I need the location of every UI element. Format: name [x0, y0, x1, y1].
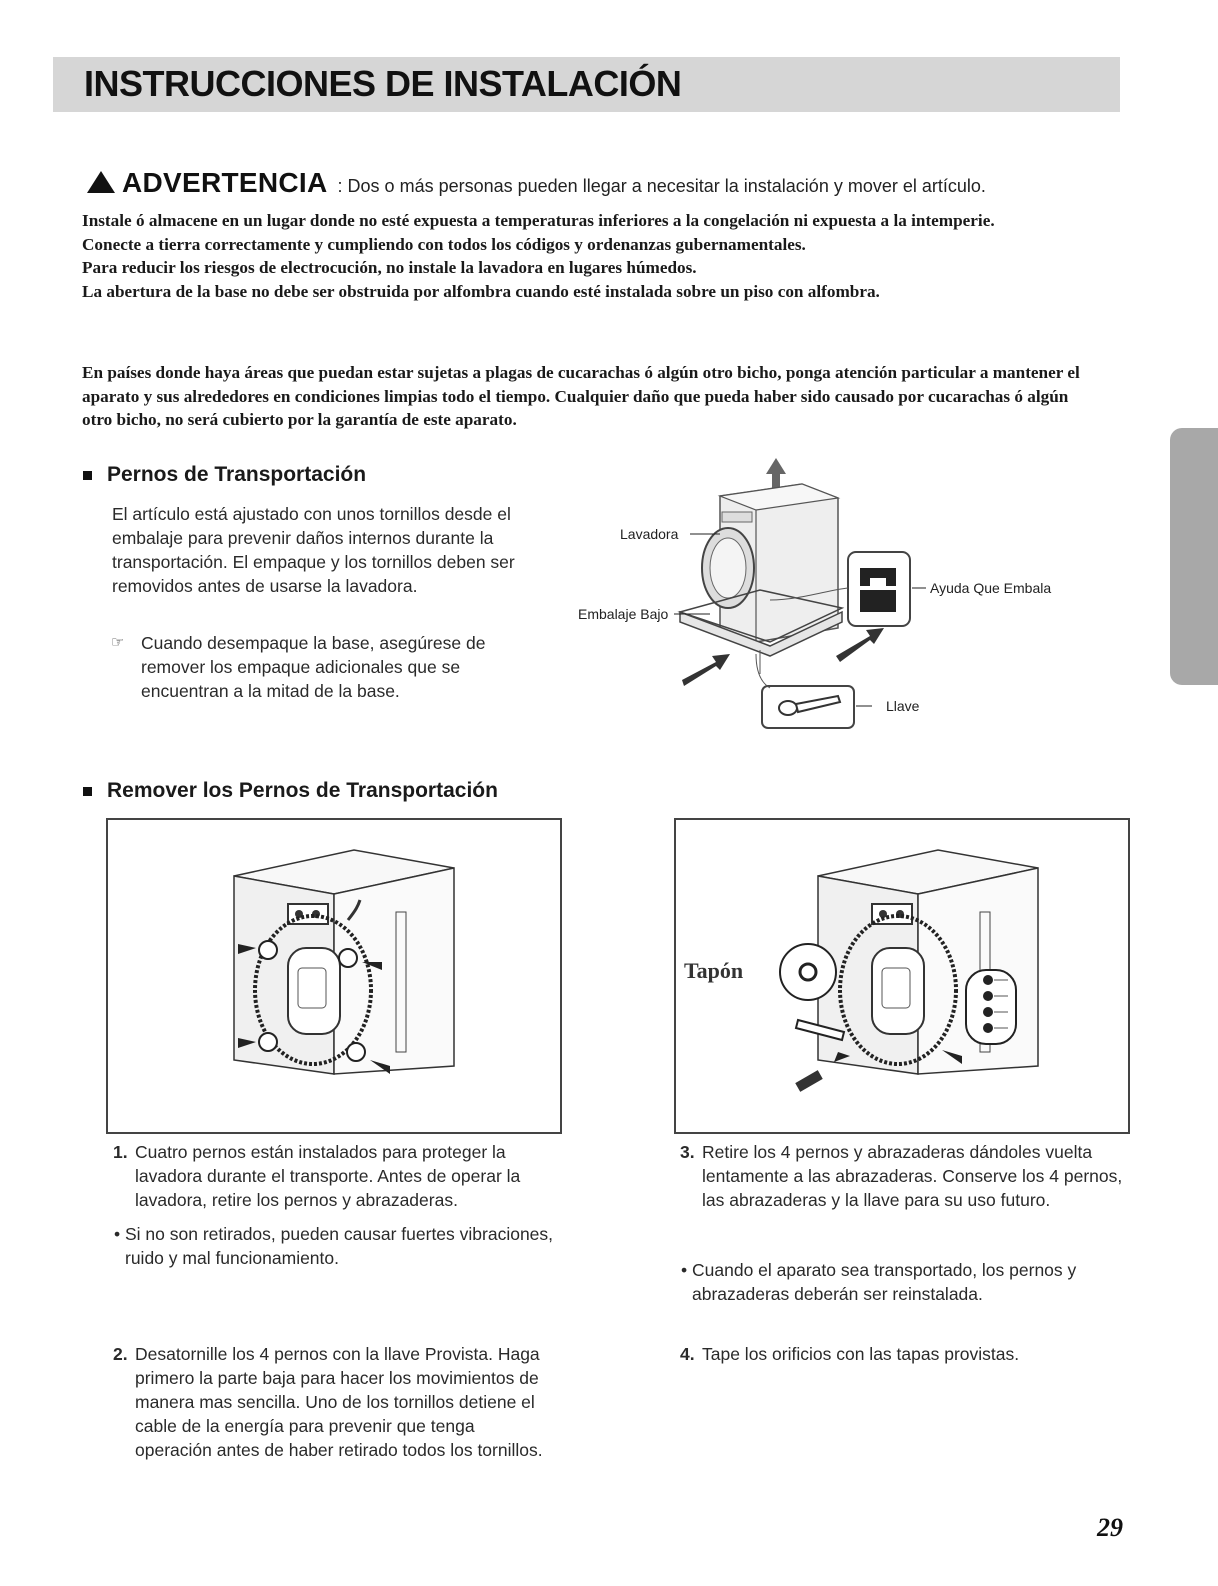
warning-line-4: La abertura de la base no debe ser obstruida por alfombra cuando esté instalada sobre un piso con alfombra.	[82, 281, 880, 301]
warning-line-2: Conecte a tierra correctamente y cumpliendo con todos los códigos y ordenanzas gubernamentales.	[82, 234, 806, 254]
step-3-text: Retire los 4 pernos y abrazaderas dándoles vuelta lentamente a las abrazaderas. Conserve los 4 pernos, las abrazaderas y la llave para su uso futuro.	[702, 1142, 1123, 1210]
side-tab	[1170, 428, 1218, 685]
warning-label: ADVERTENCIA	[122, 167, 328, 198]
pest-note: En países donde haya áreas que puedan estar sujetas a plagas de cucarachas ó algún otro bicho, ponga atención particular a mantener el aparato y sus alrededores en condiciones limpias todo el tiempo. Cualquier daño que pueda haber sido causado por cucarachas ó algún otro bicho, no será cubierto por la garantía de este aparato.	[82, 363, 1080, 430]
warning-text: : Dos o más personas pueden llegar a necesitar la instalación y mover el artículo.	[337, 176, 986, 196]
bullet-3-text: Cuando el aparato sea transportado, los pernos y abrazaderas deberán ser reinstalada.	[692, 1260, 1077, 1304]
step-number: 3.	[680, 1142, 695, 1162]
section-heading-text: Remover los Pernos de Transportación	[107, 779, 498, 802]
step-number: 1.	[113, 1142, 128, 1162]
bolt-removal-illustration	[676, 820, 1128, 1132]
step-1-text: Cuatro pernos están instalados para proteger la lavadora durante el transporte. Antes de operar la lavadora, retire los pernos y abrazaderas.	[135, 1142, 521, 1210]
transport-note	[111, 631, 541, 703]
bullet-1	[114, 1222, 554, 1270]
step-4-text: Tape los orificios con las tapas provistas.	[702, 1344, 1020, 1364]
transport-text: El artículo está ajustado con unos tornillos desde el embalaje para prevenir daños internos durante la transportación. El empaque y los tornillos deben ser removidos antes de usarse la lavadora.	[112, 504, 515, 596]
section-heading-text: Pernos de Transportación	[107, 463, 367, 486]
warning-paragraph	[82, 209, 1092, 303]
square-bullet-icon	[83, 471, 92, 480]
figure-bolts-location	[106, 818, 562, 1134]
cap-label: Tapón	[684, 958, 744, 983]
section-heading-remove	[83, 779, 498, 803]
label-base: Embalaje Bajo	[578, 606, 669, 622]
warning-triangle-icon	[86, 170, 116, 194]
bullet-1-text: Si no son retirados, pueden causar fuertes vibraciones, ruido y mal funcionamiento.	[125, 1224, 554, 1268]
warning-line	[86, 167, 986, 201]
warning-line-3: Para reducir los riesgos de electrocución, no instale la lavadora en lugares húmedos.	[82, 258, 697, 278]
step-number: 4.	[680, 1344, 695, 1364]
label-wrench: Llave	[886, 698, 920, 714]
step-2-text: Desatornille los 4 pernos con la llave Provista. Haga primero la parte baja para hacer los movimientos de manera mas sencilla. Uno de los tornillos detiene el cable de la energía para prevenir que tenga operación antes de haber retirado todos los tornillos.	[135, 1344, 543, 1460]
step-4	[680, 1342, 1125, 1366]
step-1	[113, 1140, 563, 1212]
transport-note-text: Cuando desempaque la base, asegúrese de remover los empaque adicionales que se encuentran a la mitad de la base.	[141, 633, 486, 701]
bullet-dot-icon: •	[114, 1224, 121, 1244]
page-number: 29	[1097, 1513, 1123, 1542]
step-3	[680, 1140, 1125, 1212]
figure-bolts-removal	[674, 818, 1130, 1134]
square-bullet-icon	[83, 787, 92, 796]
page-title: INSTRUCCIONES DE INSTALACIÓN	[84, 63, 682, 104]
step-number: 2.	[113, 1344, 128, 1364]
bullet-3	[681, 1258, 1126, 1306]
section-heading-transport	[83, 463, 366, 487]
label-washer: Lavadora	[620, 526, 679, 542]
step-2	[113, 1342, 553, 1462]
washer-rear-illustration	[108, 820, 560, 1132]
warning-line-1: Instale ó almacene en un lugar donde no esté expuesta a temperaturas inferiores a la congelación ni expuesta a la intemperie.	[82, 211, 995, 230]
pest-note-paragraph	[82, 361, 1092, 432]
pointing-hand-icon: ☞	[111, 634, 125, 651]
bullet-dot-icon: •	[681, 1260, 688, 1280]
label-packing-aid: Ayuda Que Embala	[930, 580, 1052, 596]
